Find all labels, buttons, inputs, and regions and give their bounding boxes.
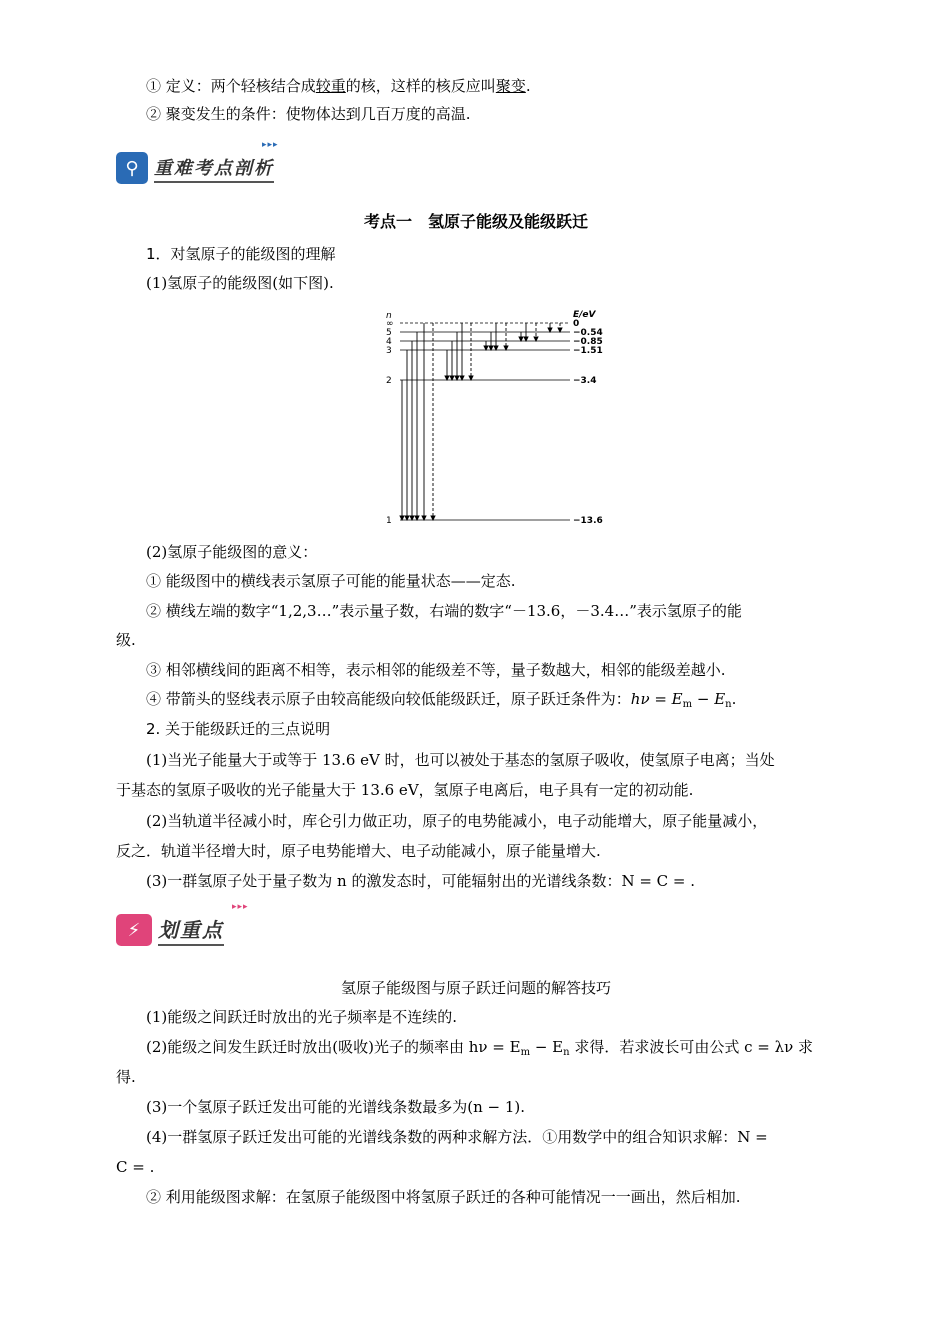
level-number-label: 1 <box>386 516 392 526</box>
energy-level-diagram <box>380 308 620 530</box>
tip-3: (3)一个氢原子跃迁发出可能的光谱线条数最多为(n − 1). <box>146 1098 526 1116</box>
tip-2b: 得. <box>116 1068 136 1086</box>
transition-arrowhead <box>484 346 488 350</box>
transition-arrowhead <box>450 376 454 380</box>
magnifier-icon: ⚲ <box>116 152 148 184</box>
highlight-badge <box>116 902 249 946</box>
transition-arrowhead <box>524 337 528 341</box>
transition-arrowhead <box>422 516 426 520</box>
point-2a: (2)当轨道半径减小时，库仑引力做正功，原子的电势能减小，电子动能增大，原子能量减小， <box>146 812 768 830</box>
point-1b: 于基态的氢原子吸收的光子能量大于 13.6 eV，氢原子电离后，电子具有一定的初动能. <box>116 781 694 799</box>
transition-arrowhead <box>489 346 493 350</box>
point-3: (3)一群氢原子处于量子数为 n 的激发态时，可能辐射出的光谱线条数：N = C = . <box>146 872 696 890</box>
triple-arrow-icon: ▸▸▸ <box>232 902 249 912</box>
tip-2a: (2)能级之间发生跃迁时放出(吸收)光子的频率由 $h\nu = E_m - E_n$ 求得．若求波长可由公式 c = λν 求 <box>146 1038 813 1058</box>
transition-arrowhead <box>558 328 562 332</box>
axis-label-energy: E/eV <box>573 310 596 320</box>
underlined-term-fusion: 聚变 <box>495 77 526 95</box>
fusion-definition: ① 定义：两个轻核结合成较重的核，这样的核反应叫聚变. <box>146 77 531 95</box>
level-number-label: 5 <box>386 328 392 338</box>
underlined-term-heavier: 较重 <box>315 77 346 95</box>
tips-title: 氢原子能级图与原子跃迁问题的解答技巧 <box>340 979 611 997</box>
level-energy-label: −3.4 <box>573 376 597 386</box>
level-number-label: 2 <box>386 376 392 386</box>
axis-label-n: n <box>386 311 392 321</box>
lightning-icon: ⚡ <box>116 914 152 946</box>
tip-5: ② 利用能级图求解：在氢原子能级图中将氢原子跃迁的各种可能情况一一画出，然后相加. <box>146 1188 741 1206</box>
meaning-title: (2)氢原子能级图的意义： <box>146 543 318 561</box>
meaning-item-4: ④ 带箭头的竖线表示原子由较高能级向较低能级跃迁，原子跃迁条件为：$h\nu = E_m - E_n$. <box>146 690 737 710</box>
transition-arrowhead <box>445 376 449 380</box>
transition-arrowhead <box>405 516 409 520</box>
transition-arrowhead <box>455 376 459 380</box>
level-number-label: 4 <box>386 337 392 347</box>
meaning-item-2a: ② 横线左端的数字“1,2,3…”表示量子数，右端的数字“－13.6，－3.4…”表示氢原子的能 <box>146 602 742 620</box>
section-badge-label: 重难考点剖析 <box>154 154 274 183</box>
level-number-label: 3 <box>386 346 392 356</box>
level-energy-label: −0.85 <box>573 337 603 347</box>
level-energy-label: −13.6 <box>573 516 603 526</box>
tip-4b: C = . <box>116 1158 155 1176</box>
tip-4a: (4)一群氢原子跃迁发出可能的光谱线条数的两种求解方法．①用数学中的组合知识求解：N = <box>146 1128 768 1146</box>
transition-arrowhead <box>431 516 435 520</box>
tip-1: (1)能级之间跃迁时放出的光子频率是不连续的. <box>146 1008 458 1026</box>
meaning-item-3: ③ 相邻横线间的距离不相等，表示相邻的能级差不等，量子数越大，相邻的能级差越小. <box>146 661 726 679</box>
fusion-condition: ② 聚变发生的条件：使物体达到几百万度的高温. <box>146 105 471 123</box>
transition-arrowhead <box>469 376 473 380</box>
level-energy-label: −0.54 <box>573 328 603 338</box>
point-1a: (1)当光子能量大于或等于 13.6 eV 时，也可以被处于基态的氢原子吸收，使氢原子电离；当处 <box>146 751 775 769</box>
diagram-intro: (1)氢原子的能级图(如下图). <box>146 274 334 292</box>
transition-arrowhead <box>519 337 523 341</box>
transition-arrowhead <box>504 346 508 350</box>
level-energy-label: −1.51 <box>573 346 603 356</box>
highlight-badge-label: 划重点 <box>158 914 224 946</box>
triple-arrow-icon: ▸▸▸ <box>262 140 279 150</box>
transition-arrowhead <box>415 516 419 520</box>
level-energy-label: 0 <box>573 319 580 329</box>
level-number-label: ∞ <box>386 319 394 329</box>
subheading-2: 2. 关于能级跃迁的三点说明 <box>146 720 331 738</box>
transition-arrowhead <box>460 376 464 380</box>
topic-title: 考点一 氢原子能级及能级跃迁 <box>363 212 588 231</box>
meaning-item-2b: 级. <box>116 631 136 649</box>
transition-arrowhead <box>494 346 498 350</box>
transition-arrowhead <box>534 337 538 341</box>
transition-arrowhead <box>548 328 552 332</box>
point-2b: 反之．轨道半径增大时，原子电势能增大、电子动能减小，原子能量增大. <box>116 842 601 860</box>
transition-arrowhead <box>410 516 414 520</box>
transition-arrowhead <box>400 516 404 520</box>
subheading-1: 1．对氢原子的能级图的理解 <box>146 245 336 263</box>
section-badge <box>116 140 279 184</box>
meaning-item-1: ① 能级图中的横线表示氢原子可能的能量状态——定态. <box>146 572 516 590</box>
